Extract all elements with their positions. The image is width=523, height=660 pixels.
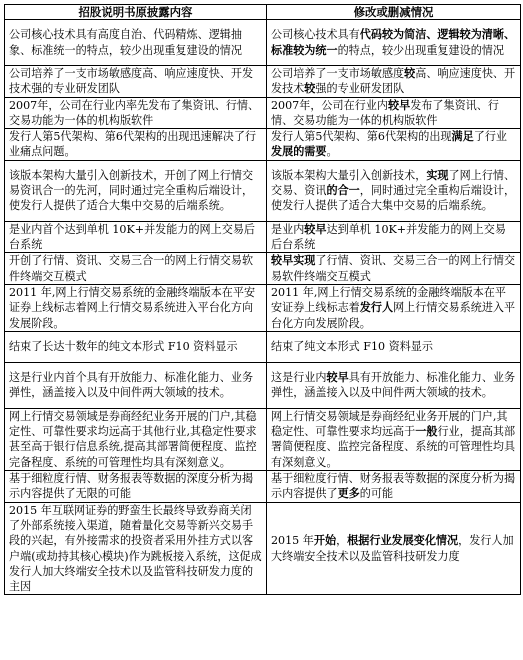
original-text-cell: 这是行业内首个具有开放能力、标准化能力、业务弹性，涵盖接入以及中间件两大领域的技术。 bbox=[5, 362, 267, 408]
table-row bbox=[5, 253, 521, 285]
revised-text-segment: 公司培养了一支市场敏感度 bbox=[271, 67, 405, 80]
revised-text-segment: 行业，提高其部署简便程度、监控完备程度、系统的可管理性均具有深刻意义。 bbox=[271, 425, 516, 469]
header-original-disclosure: 招股说明书原披露内容 bbox=[5, 5, 267, 20]
original-text-cell: 发行人第5代架构、第6代架构的出现迅速解决了行业痛点问题。 bbox=[5, 129, 267, 161]
revised-text-segment: ，同时通过完全重构后端设计，使发行人提供了适合大集中交易的后端系统。 bbox=[271, 184, 516, 213]
revised-text-segment: 了行情、资讯、交易三合一的网上行情交易软件终端交互模式 bbox=[271, 254, 516, 283]
revised-text-segment: 的可能 bbox=[359, 487, 394, 501]
table-row bbox=[5, 331, 521, 362]
revised-emphasis-text: 一般 bbox=[415, 425, 438, 439]
revised-text-segment: 。 bbox=[326, 145, 338, 159]
revised-text-segment: 2007年，公司在行业内 bbox=[271, 98, 388, 112]
table-row bbox=[5, 284, 521, 331]
original-text-cell: 公司培养了一支市场敏感度高、响应速度快、开发技术强的专业研发团队 bbox=[5, 66, 267, 98]
revised-emphasis-text: 的合一 bbox=[326, 184, 360, 198]
revised-emphasis-text: 较 bbox=[304, 82, 316, 96]
revised-text-cell bbox=[267, 408, 521, 470]
table-row bbox=[5, 97, 521, 129]
table-row bbox=[5, 408, 521, 470]
table-row bbox=[5, 502, 521, 595]
revised-text-segment: 网上行情交易领域是券商经纪业务开展的门户,其稳定性、可靠性要求均远高于 bbox=[271, 409, 508, 439]
header-revision-status: 修改或删减情况 bbox=[267, 5, 521, 20]
revised-emphasis-text: 更多 bbox=[337, 487, 360, 501]
table-row bbox=[5, 20, 521, 66]
revised-text-segment: 该版本架构大量引入创新技术， bbox=[271, 168, 427, 182]
revised-emphasis-text: 发行人 bbox=[359, 301, 394, 315]
revised-text-segment: 发布了集资讯、行情、交易功能为一体的机构版软件 bbox=[271, 98, 499, 127]
revised-text-cell bbox=[267, 331, 521, 362]
revised-emphasis-text: 满足 bbox=[451, 130, 474, 144]
revised-emphasis-text: 较早 bbox=[326, 371, 349, 385]
original-text-cell: 2015 年互联网证券的野蛮生长最终导致券商关闭了外部系统接入渠道，随着量化交易等新兴交易手段的兴起，有外接需求的投资者采用外挂方式以客户端(或劫持其核心模块)作为跳板接入系统，这促成发行人加大终端安全技术以及监管科技研发力度的主因 bbox=[5, 502, 267, 595]
revised-text-cell bbox=[267, 97, 521, 129]
revised-text-segment: ， bbox=[336, 534, 348, 548]
original-text-cell: 开创了行情、资讯、交易三合一的网上行情交易软件终端交互模式 bbox=[5, 253, 267, 285]
revised-text-segment: 这是行业内 bbox=[271, 371, 327, 385]
table-body bbox=[5, 20, 521, 595]
comparison-document bbox=[4, 4, 520, 595]
table-row bbox=[5, 221, 521, 253]
table-row bbox=[5, 471, 521, 503]
revised-emphasis-text: 发展的需要 bbox=[271, 145, 327, 159]
revised-text-segment: 高、响应速度快、开发技术 bbox=[271, 67, 516, 96]
revised-text-segment: 达到单机 10K+并发能力的网上交易后台系统 bbox=[271, 222, 506, 252]
revised-text-segment: 是业内 bbox=[271, 222, 305, 236]
revised-text-segment: ，发行人加大终端安全技术以及监管科技研发力度 bbox=[271, 534, 514, 563]
table-header-row bbox=[5, 5, 521, 20]
original-text-cell: 基于细粒度行情、财务报表等数据的深度分析为揭示内容提供了无限的可能 bbox=[5, 471, 267, 503]
revised-text-cell bbox=[267, 221, 521, 253]
original-text-cell: 结束了长达十数年的纯文本形式 F10 资料显示 bbox=[5, 331, 267, 362]
revised-text-segment: 发行人第5代架构、第6代架构的出现 bbox=[271, 130, 452, 144]
original-text-cell: 2007年，公司在行业内率先发布了集资讯、行情、交易功能为一体的机构版软件 bbox=[5, 97, 267, 129]
revised-emphasis-text: 较早实现 bbox=[271, 254, 316, 268]
comparison-table bbox=[4, 4, 521, 595]
table-row bbox=[5, 160, 521, 221]
original-text-cell: 是业内首个达到单机 10K+并发能力的网上交易后台系统 bbox=[5, 221, 267, 253]
original-text-cell: 该版本架构大量引入创新技术，开创了网上行情交易资讯合一的先河，同时通过完全重构后端设计，使发行人提供了适合大集中交易的后端系统。 bbox=[5, 160, 267, 221]
revised-text-segment: 公司核心技术具有 bbox=[271, 28, 360, 42]
revised-text-segment: 了网上行情、交易、资讯 bbox=[271, 168, 516, 198]
revised-text-cell bbox=[267, 362, 521, 408]
revised-text-segment: 2011 年,网上行情交易系统的金融终端版本在平安证券上线标志着 bbox=[271, 285, 506, 315]
table-row bbox=[5, 129, 521, 161]
revised-text-cell bbox=[267, 129, 521, 161]
revised-text-cell bbox=[267, 253, 521, 285]
revised-emphasis-text: 根据行业发展变化情况 bbox=[347, 534, 459, 548]
table-row bbox=[5, 362, 521, 408]
revised-text-segment: 2015 年 bbox=[271, 534, 314, 548]
original-text-cell: 2011 年,网上行情交易系统的金融终端版本在平安证券上线标志着网上行情交易系统进入平台化方向发展阶段。 bbox=[5, 284, 267, 331]
revised-text-segment: 网上行情交易系统进入平台化方向发展阶段。 bbox=[271, 301, 516, 330]
revised-text-cell bbox=[267, 502, 521, 595]
revised-text-cell bbox=[267, 160, 521, 221]
revised-emphasis-text: 较 bbox=[404, 67, 416, 80]
revised-text-segment: 具有开放能力、标准化能力、业务弹性，涵盖接入以及中间件两大领域的技术。 bbox=[271, 371, 516, 400]
revised-emphasis-text: 代码较为简洁、逻辑较为清晰、标准较为统一 bbox=[271, 28, 516, 57]
revised-text-cell bbox=[267, 471, 521, 503]
revised-text-segment: 结束了纯文本形式 F10 资料显示 bbox=[271, 340, 433, 354]
revised-text-segment: 的特点，较少出现重复建设的情况 bbox=[337, 43, 504, 57]
revised-emphasis-text: 较早 bbox=[304, 222, 327, 236]
revised-emphasis-text: 较早 bbox=[387, 98, 411, 112]
table-row bbox=[5, 66, 521, 98]
revised-text-segment: 基于细粒度行情、财务报表等数据的深度分析为揭示内容提供了 bbox=[271, 472, 516, 501]
revised-text-segment: 强的专业研发团队 bbox=[315, 82, 405, 96]
revised-text-cell bbox=[267, 66, 521, 98]
revised-emphasis-text: 实现 bbox=[426, 168, 449, 182]
revised-text-cell bbox=[267, 284, 521, 331]
original-text-cell: 网上行情交易领域是券商经纪业务开展的门户,其稳定性、可靠性要求均远高于其他行业,其稳定性要求甚至高于银行信息系统,提高其部署简便程度、监控完备程度、系统的可管理性均具有深刻意义。 bbox=[5, 408, 267, 470]
revised-text-segment: 了行业 bbox=[473, 130, 508, 144]
revised-emphasis-text: 开始 bbox=[313, 534, 337, 548]
revised-text-cell bbox=[267, 20, 521, 66]
original-text-cell: 公司核心技术具有高度自治、代码精炼、逻辑抽象、标准统一的特点，较少出现重复建设的情况 bbox=[5, 20, 267, 66]
